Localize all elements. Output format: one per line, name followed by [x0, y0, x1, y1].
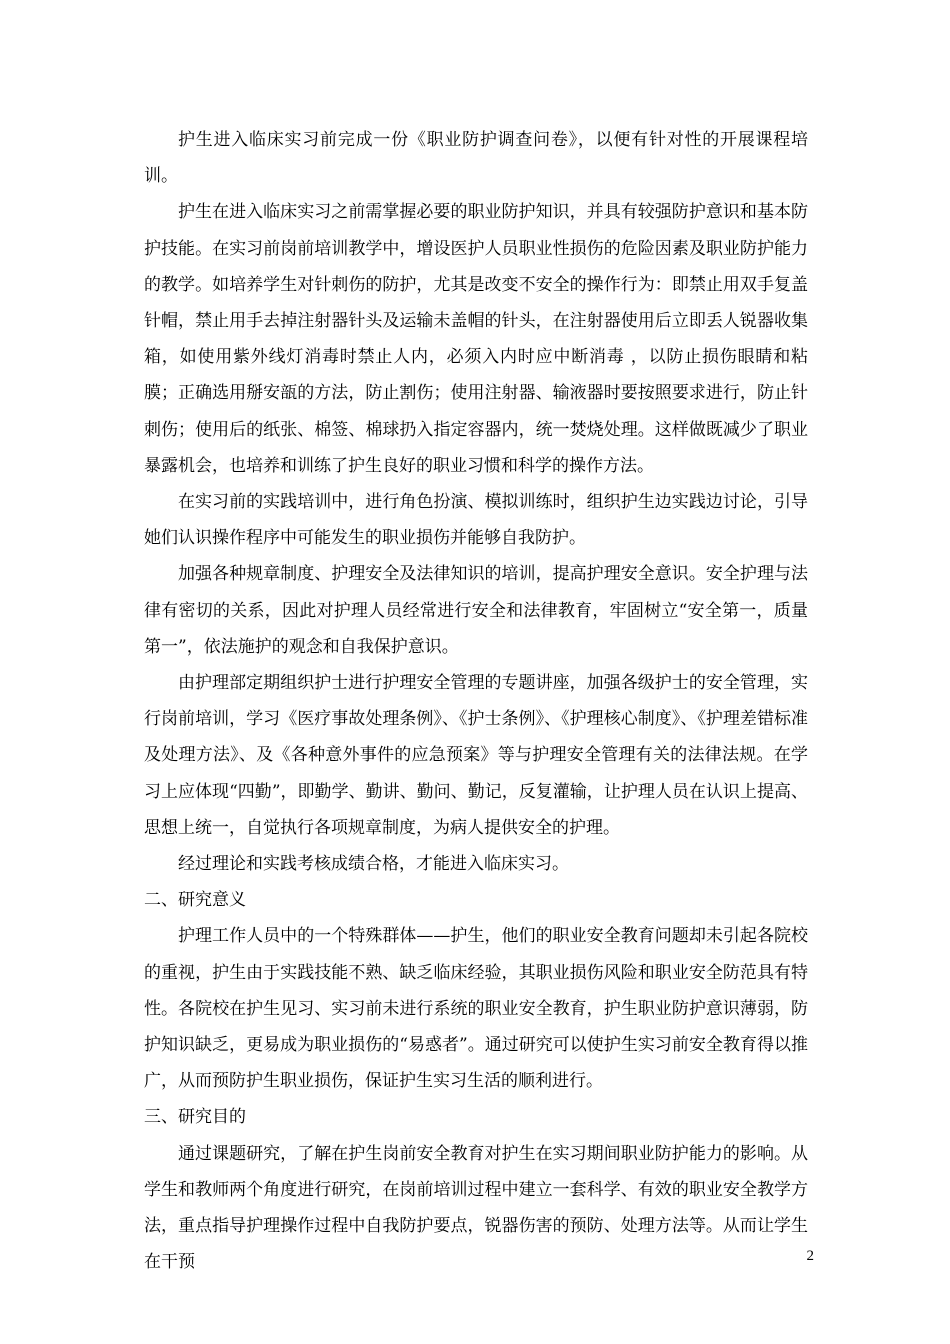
document-body — [144, 122, 808, 1281]
page-number: 2 — [806, 1248, 814, 1264]
paragraph-purpose: 通过课题研究，了解在护生岗前安全教育对护生在实习期间职业防护能力的影响。从学生和教师两个角度进行研究，在岗前培训过程中建立一套科学、有效的职业安全教学方法，重点指导护理操作过程中自我防护要点，锐器伤害的预防、处理方法等。从而让学生在干预 — [144, 1143, 808, 1273]
paragraph-significance: 护理工作人员中的一个特殊群体——护生，他们的职业安全教育问题却未引起各院校的重视，护生由于实践技能不熟、缺乏临床经验，其职业损伤风险和职业安全防范具有特性。各院校在护生见习、实习前未进行系统的职业安全教育，护生职业防护意识薄弱，防护知识缺乏，更易成为职业损伤的“易惑者”。通过研究可以使护生实习前安全教育得以推广，从而预防护生职业损伤，保证护生实习生活的顺利进行。 — [144, 926, 808, 1092]
section-heading-significance: 二、研究意义 — [144, 890, 246, 911]
section-heading-purpose: 三、研究目的 — [144, 1107, 246, 1128]
paragraph-assessment: 经过理论和实践考核成绩合格，才能进入临床实习。 — [178, 854, 569, 875]
paragraph-questionnaire: 护生进入临床实习前完成一份《职业防护调查问卷》，以便有针对性的开展课程培训。 — [144, 130, 808, 187]
paragraph-safety-lectures: 由护理部定期组织护士进行护理安全管理的专题讲座，加强各级护士的安全管理，实行岗前培训，学习《医疗事故处理条例》、《护士条例》、《护理核心制度》、《护理差错标准及处理方法》、及《各种意外事件的应急预案》等与护理安全管理有关的法律法规。在学习上应体现“四勤”，即勤学、勤讲、勤问、勤记，反复灌输，让护理人员在认识上提高、思想上统一，自觉执行各项规章制度，为病人提供安全的护理。 — [144, 673, 808, 838]
paragraph-regulations-training: 加强各种规章制度、护理安全及法律知识的培训，提高护理安全意识。安全护理与法律有密切的关系，因此对护理人员经常进行安全和法律教育，牢固树立“安全第一，质量第一”，依法施护的观念和自我保护意识。 — [144, 564, 808, 657]
paragraph-protection-knowledge: 护生在进入临床实习之前需掌握必要的职业防护知识，并具有较强防护意识和基本防护技能。在实习前岗前培训教学中，增设医护人员职业性损伤的危险因素及职业防护能力的教学。如培养学生对针刺伤的防护，尤其是改变不安全的操作行为：即禁止用双手复盖针帽，禁止用手去掉注射器针头及运输未盖帽的针头，在注射器使用后立即丢人锐器收集箱，如使用紫外线灯消毒时禁止人内，必须入内时应中断消毒 ，以防止损伤眼睛和粘膜；正确选用掰安瓿的方法，防止割伤；使用注射器、输液器时要按照要求进行，防止针刺伤；使用后的纸张、棉签、棉球扔入指定容器内，统一焚烧处理。这样做既减少了职业暴露机会，也培养和训练了护生良好的职业习惯和科学的操作方法。 — [144, 202, 808, 476]
paragraph-practice-training: 在实习前的实践培训中，进行角色扮演、模拟训练时，组织护生边实践边讨论，引导她们认识操作程序中可能发生的职业损伤并能够自我防护。 — [144, 492, 808, 549]
